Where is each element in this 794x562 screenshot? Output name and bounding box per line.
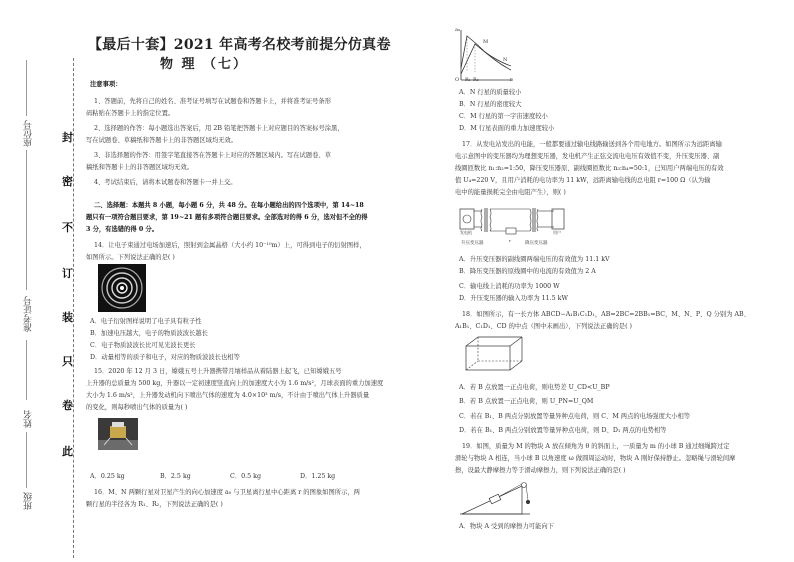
diffraction-pattern-image: [98, 264, 146, 312]
field-line: [26, 432, 27, 488]
q14-stem: 如图所示。下列说法正确的是( ): [86, 254, 175, 261]
diagram-label-step-up: 升压变压器: [461, 241, 484, 246]
note-line: 3、非选择题的作答：用签字笔直接答在答题卡上对应的答题区域内。写在试题卷、草: [94, 152, 331, 159]
field-line: [26, 60, 27, 116]
q15-stem: 15．2020 年 12 月 3 日，嫦娥五号上升器携带月壤样品从着陆器上起飞，已知嫦娥五号: [94, 368, 342, 375]
q15-stem: 大小为 1.6 m/s²，上升器发动机向下喷出气体的速度为 4.0×10³ m/s，不计由于喷出气体上升器质量: [86, 392, 370, 399]
diagram-label-user: 用户: [553, 230, 561, 235]
graph-label-o: O: [455, 77, 460, 83]
q18-cuboid-diagram: [462, 334, 526, 374]
field-class: 班级: [24, 492, 34, 510]
q15-stem: 的变化，则每秒喷出气体的质量为( ): [86, 404, 188, 411]
q17-option-a: A．升压变压器的副线圈两端电压的有效值为 11.1 kV: [459, 256, 610, 263]
section-line: 二、选择题：本题共 8 小题，每小题 6 分，共 48 分。在每小题给出的四个选项中，第 14~18: [94, 202, 364, 209]
exam-title: 【最后十套】2021 年高考名校考前提分仿真卷: [88, 37, 391, 53]
q17-stem: 电中的能量损耗完全由电阻产生），则( ): [455, 189, 566, 196]
diagram-label-generator: 发电机: [460, 230, 472, 235]
field-name: 姓名: [24, 410, 34, 428]
q16-option-b: B．N 行星的密度较大: [459, 101, 522, 108]
q17-option-d: D．升压变压器的输入功率为 11.5 kW: [459, 295, 568, 302]
q19-option-a: A．物块 A 受到的摩擦力可能向下: [459, 523, 554, 530]
bind-char: 只: [62, 355, 73, 368]
bind-char: 此: [62, 445, 73, 458]
diagram-label-r: r: [509, 238, 511, 243]
q17-option-c: C．输电线上消耗的功率为 1000 W: [459, 283, 560, 290]
q15-option-a: A．0.25 kg: [90, 473, 125, 480]
q17-stem: 电示意图中的变压器均为理想变压器，发电机产生正弦交流电电压有效值不变，升压变压器、副: [455, 153, 720, 160]
q14-option-b: B．加速电压越大，电子的物质波波长越长: [90, 330, 208, 337]
q17-stem: 线圈匝数比 n₁:n₂=1:50，降压变压器原、副线圈匝数比 n₃:n₄=50:1，已知用户两端电压的有效: [455, 165, 724, 172]
note-line: 1、答题前，先将自己的姓名、准考证号填写在试题卷和答题卡上，并将准考证号条形: [94, 98, 331, 105]
section-line: 3 分，有选错的得 0 分。: [86, 226, 159, 233]
field-line: [26, 340, 27, 400]
section-line: 题只有一项符合题目要求，第 19~21 题有多项符合题目要求。全部选对的得 6 分，选对但不全的得: [86, 214, 368, 221]
note-line: 4、考试结束后，请将本试题卷和答题卡一并上交。: [94, 179, 237, 186]
q17-option-b: B．降压变压器的原线圈中的电流的有效值为 2 A: [459, 268, 596, 275]
q15-option-d: D．1.25 kg: [300, 473, 336, 480]
q18-stem: 18．如图所示，有一长方体 ABCD−A₁B₁C₁D₁，AB=2BC=2BB₁=BC，M、N、P、Q 分别为 AB、: [462, 311, 750, 318]
notes-heading: 注意事项：: [90, 81, 122, 88]
q19-stem: 擦，设最大静摩擦力等于滑动摩擦力，则下列说法正确的是( ): [455, 467, 626, 474]
q14-stem: 14．让电子束通过电场加速后，照射到金属晶格（大小约 10⁻¹⁰m）上，可得到电子的衍射图样，: [94, 242, 366, 249]
graph-label-r2: R₂: [473, 77, 479, 83]
q16-stem: 颗行星的半径各为 R₁、R₂，下列说法正确的是( ): [86, 501, 223, 508]
graph-label-a0: a₀: [455, 27, 460, 33]
q18-stem: A₁B₁、C₁D₁、CD 的中点（图中未画出），下列说法正确的是( ): [455, 323, 633, 330]
graph-label-n: N: [503, 57, 508, 63]
bind-char: 订: [62, 267, 73, 280]
bind-char: 封: [62, 131, 73, 144]
note-line: 码粘贴在答题卡上的指定位置。: [86, 110, 175, 117]
exam-subject: 物 理 （七）: [160, 57, 249, 72]
q18-option-b: B．若 B 点放置一正点电荷，则 U_PN=U_QM: [459, 398, 594, 405]
field-seat-number: 座位号: [24, 120, 34, 147]
q19-incline-diagram: [460, 478, 532, 518]
bind-char: 不: [62, 221, 73, 234]
graph-label-r: r: [510, 77, 513, 83]
q17-stem: 值 U₄=220 V，且用户消耗的电功率为 11 kW，远距离输电线的总电阻 r=100 Ω（认为输: [455, 177, 711, 184]
q15-option-b: B．2.5 kg: [160, 473, 191, 480]
q19-stem: 19．如图，质量为 M 的物块 A 放在倾角为 θ 的斜面上，一质量为 m 的小球 B 通过细绳跨过定: [462, 443, 730, 450]
q16-option-a: A．N 行星的质量较小: [459, 89, 522, 96]
q18-option-d: D．若在 B₁、B 两点分别放置等量异种点电荷，则 D、D₁ 两点的电势相等: [459, 427, 667, 434]
diagram-label-step-down: 降压变压器: [525, 241, 548, 246]
q16-stem: 16．M、N 两颗行星对卫星产生的向心加速度 a₀ 与卫星离行星中心距离 r 的图象如图所示，两: [94, 489, 360, 496]
q18-option-c: C．若在 B₁、B 两点分别放置等量异种点电荷，则 C、M 两点的电场强度大小相等: [459, 413, 691, 420]
q18-option-a: A．若 B 点放置一正点电荷，则电势差 U_CD<U_BP: [459, 384, 610, 391]
note-line: 2、选择题的作答：每小题选出答案后，用 2B 铅笔把答题卡上对应题目的答案标号涂黑，: [94, 125, 344, 132]
field-line: [26, 150, 27, 290]
bind-char: 卷: [62, 399, 73, 412]
q16-option-c: C．M 行星的第一宇宙速度较小: [459, 113, 548, 120]
note-line: 稿纸和答题卡上的非答题区域均无效。: [86, 164, 194, 171]
bind-char: 密: [62, 175, 73, 188]
q14-option-d: D．动量相等的质子和电子，对应的物质波波长也相等: [90, 354, 240, 361]
binding-dashed-line: [73, 58, 74, 558]
q16-option-d: D．M 行星表面的重力加速度较小: [459, 125, 555, 132]
q14-option-a: A．电子衍射图样说明了电子具有粒子性: [90, 318, 202, 325]
field-exam-number: 准考证号: [24, 296, 34, 332]
lunar-lander-photo: [98, 418, 138, 450]
note-line: 写在试题卷、草稿纸和答题卡上的非答题区域均无效。: [86, 137, 238, 144]
q17-stem: 17．从发电站发出的电能，一般都要通过输电线路输送到各个用电地方。如图所示为远距离输: [462, 141, 722, 148]
q19-stem: 滑轮与物块 A 相连，当小球 B 以角速度 ω 做圆周运动时，物块 A 刚好保持静止。忽略绳与滑轮间摩: [455, 455, 736, 462]
graph-label-m: M: [483, 39, 489, 45]
q17-circuit-diagram: [458, 203, 568, 241]
q15-stem: 上升器的总质量为 500 kg，升器以一定初速度竖直向上的加速度大小为 1.6 m/s²，月球表面的重力加速度: [86, 380, 384, 387]
graph-label-r1: R₁: [465, 77, 471, 83]
q15-option-c: C．0.5 kg: [230, 473, 261, 480]
q14-option-c: C．电子物质波波长比可见光波长更长: [90, 342, 196, 349]
binding-margin: [0, 0, 88, 562]
bind-char: 装: [62, 311, 73, 324]
